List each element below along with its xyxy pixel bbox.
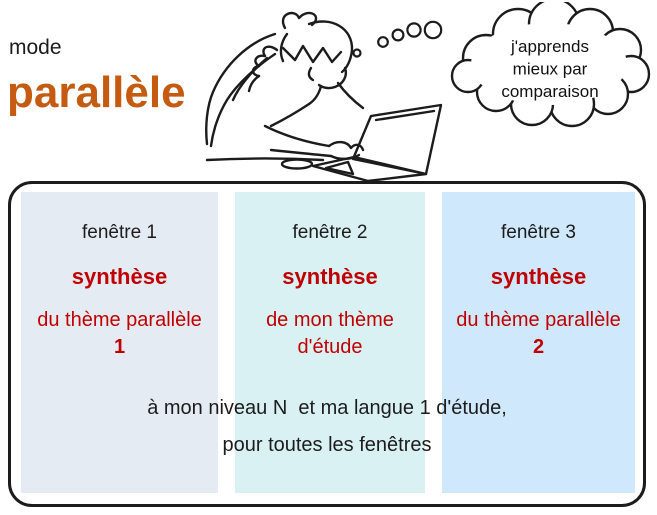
window-title: fenêtre 2 (292, 222, 368, 243)
window-detail: de mon thème (266, 309, 394, 331)
window-detail-number: 1 (113, 336, 126, 358)
board-footer-line-2: pour toutes les fenêtres (222, 434, 432, 456)
thought-bubble-trail-icon (348, 18, 448, 64)
window-detail-number: 2 (532, 336, 545, 358)
window-detail: du thème parallèle (37, 309, 202, 331)
window-heading: synthèse (282, 264, 378, 289)
window-title: fenêtre 3 (501, 222, 576, 243)
cloud-text-line-2: mieux par (512, 59, 588, 79)
mode-label: mode (9, 36, 62, 59)
board-footer-line-1: à mon niveau N et ma langue 1 d'étude, (147, 397, 507, 419)
window-detail: du thème parallèle (456, 309, 621, 331)
window-heading: synthèse (71, 264, 168, 289)
cloud-text-line-1: j'apprends (511, 37, 589, 56)
thought-cloud-icon (448, 2, 652, 128)
window-heading: synthèse (490, 264, 587, 289)
board-footer-text (11, 390, 643, 464)
parallel-windows-board (8, 181, 646, 507)
cloud-text-line-3: comparaison (501, 82, 599, 101)
mode-title: parallèle (7, 68, 186, 117)
window-detail-line2: d'étude (297, 336, 363, 358)
window-title: fenêtre 1 (82, 222, 157, 243)
